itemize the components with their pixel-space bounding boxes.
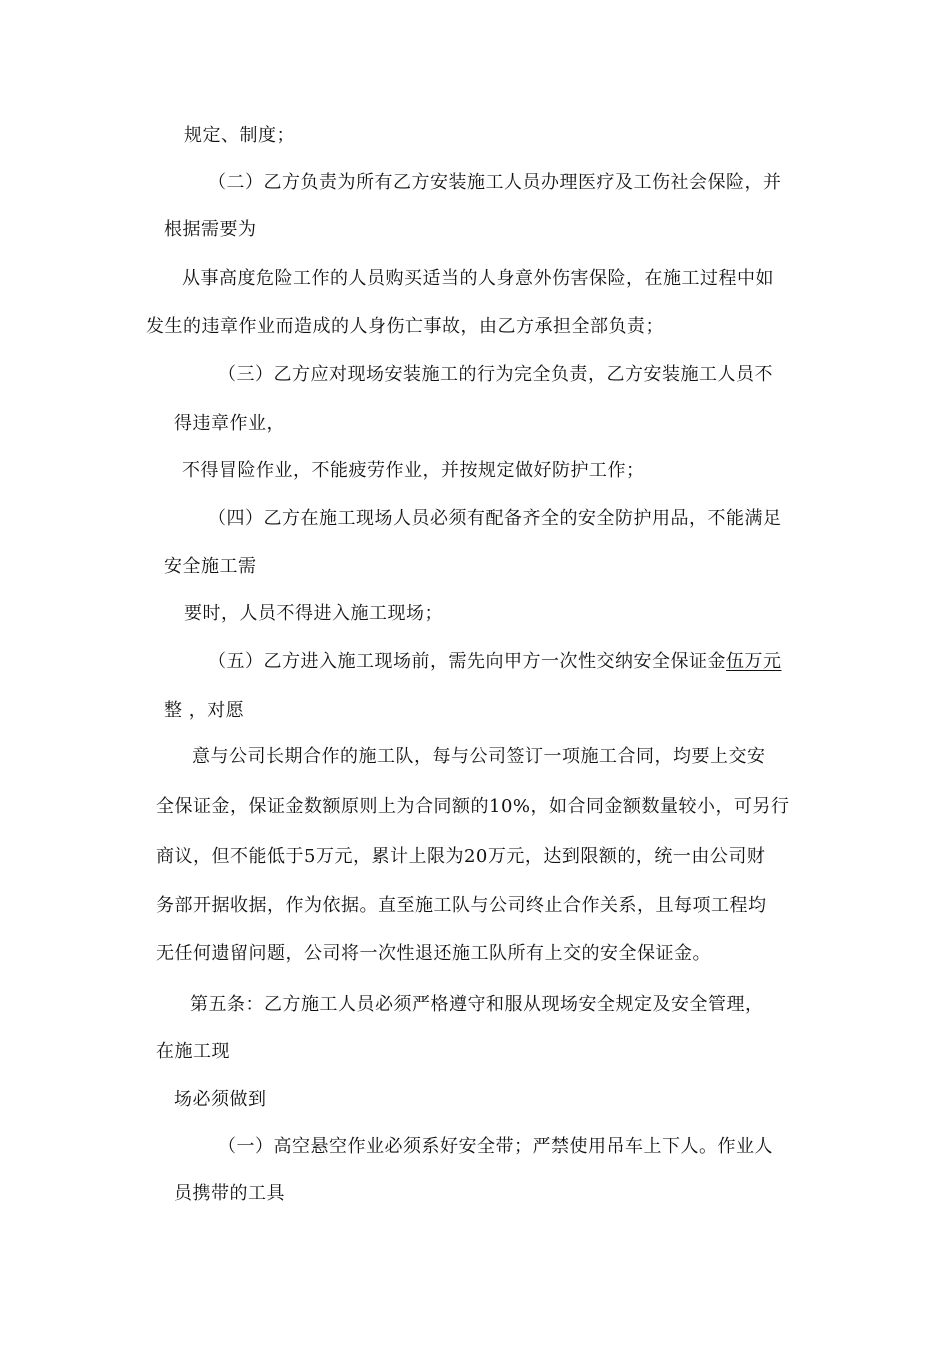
text-line-17: 务部开据收据，作为依据。直至施工队与公司终止合作关系，且每项工程均 xyxy=(156,895,767,916)
text-line-19: 第五条：乙方施工人员必须严格遵守和服从现场安全规定及安全管理， xyxy=(190,994,764,1015)
text-line-13: 整 ，对愿 xyxy=(164,700,245,721)
text-line-15: 全保证金，保证金数额原则上为合同额的10%，如合同金额数量较小，可另行 xyxy=(156,796,790,817)
text-line-20: 在施工现 xyxy=(156,1041,230,1062)
text-line-23: 员携带的工具 xyxy=(174,1183,285,1204)
text-line-10: 安全施工需 xyxy=(164,556,257,577)
text-line-11: 要时，人员不得进入施工现场； xyxy=(184,603,443,624)
text-line-3: 根据需要为 xyxy=(164,219,257,240)
text-line-2: （二）乙方负责为所有乙方安装施工人员办理医疗及工伤社会保险，并 xyxy=(208,172,782,193)
text-line-18: 无任何遗留问题，公司将一次性退还施工队所有上交的安全保证金。 xyxy=(156,943,711,964)
item-5-prefix: （五）乙方进入施工现场前，需先向甲方一次性交纳安全保证金 xyxy=(208,651,726,672)
text-line-22: （一）高空悬空作业必须系好安全带；严禁使用吊车上下人。作业人 xyxy=(218,1136,773,1157)
text-line-1: 规定、制度； xyxy=(184,125,295,146)
text-line-9: （四）乙方在施工现场人员必须有配备齐全的安全防护用品，不能满足 xyxy=(208,508,782,529)
text-line-4: 从事高度危险工作的人员购买适当的人身意外伤害保险，在施工过程中如 xyxy=(182,268,774,289)
text-line-7: 得违章作业， xyxy=(174,413,285,434)
text-line-6: （三）乙方应对现场安装施工的行为完全负责，乙方安装施工人员不 xyxy=(218,364,773,385)
text-line-14: 意与公司长期合作的施工队，每与公司签订一项施工合同，均要上交安 xyxy=(192,746,766,767)
text-line-16: 商议，但不能低于5万元，累计上限为20万元，达到限额的，统一由公司财 xyxy=(156,846,766,867)
text-line-5: 发生的违章作业而造成的人身伤亡事故，由乙方承担全部负责； xyxy=(146,316,664,337)
text-line-12 xyxy=(208,650,782,674)
text-line-8: 不得冒险作业，不能疲劳作业，并按规定做好防护工作； xyxy=(182,460,645,481)
deposit-amount: 伍万元 xyxy=(726,651,782,672)
text-line-21: 场必须做到 xyxy=(174,1089,267,1110)
